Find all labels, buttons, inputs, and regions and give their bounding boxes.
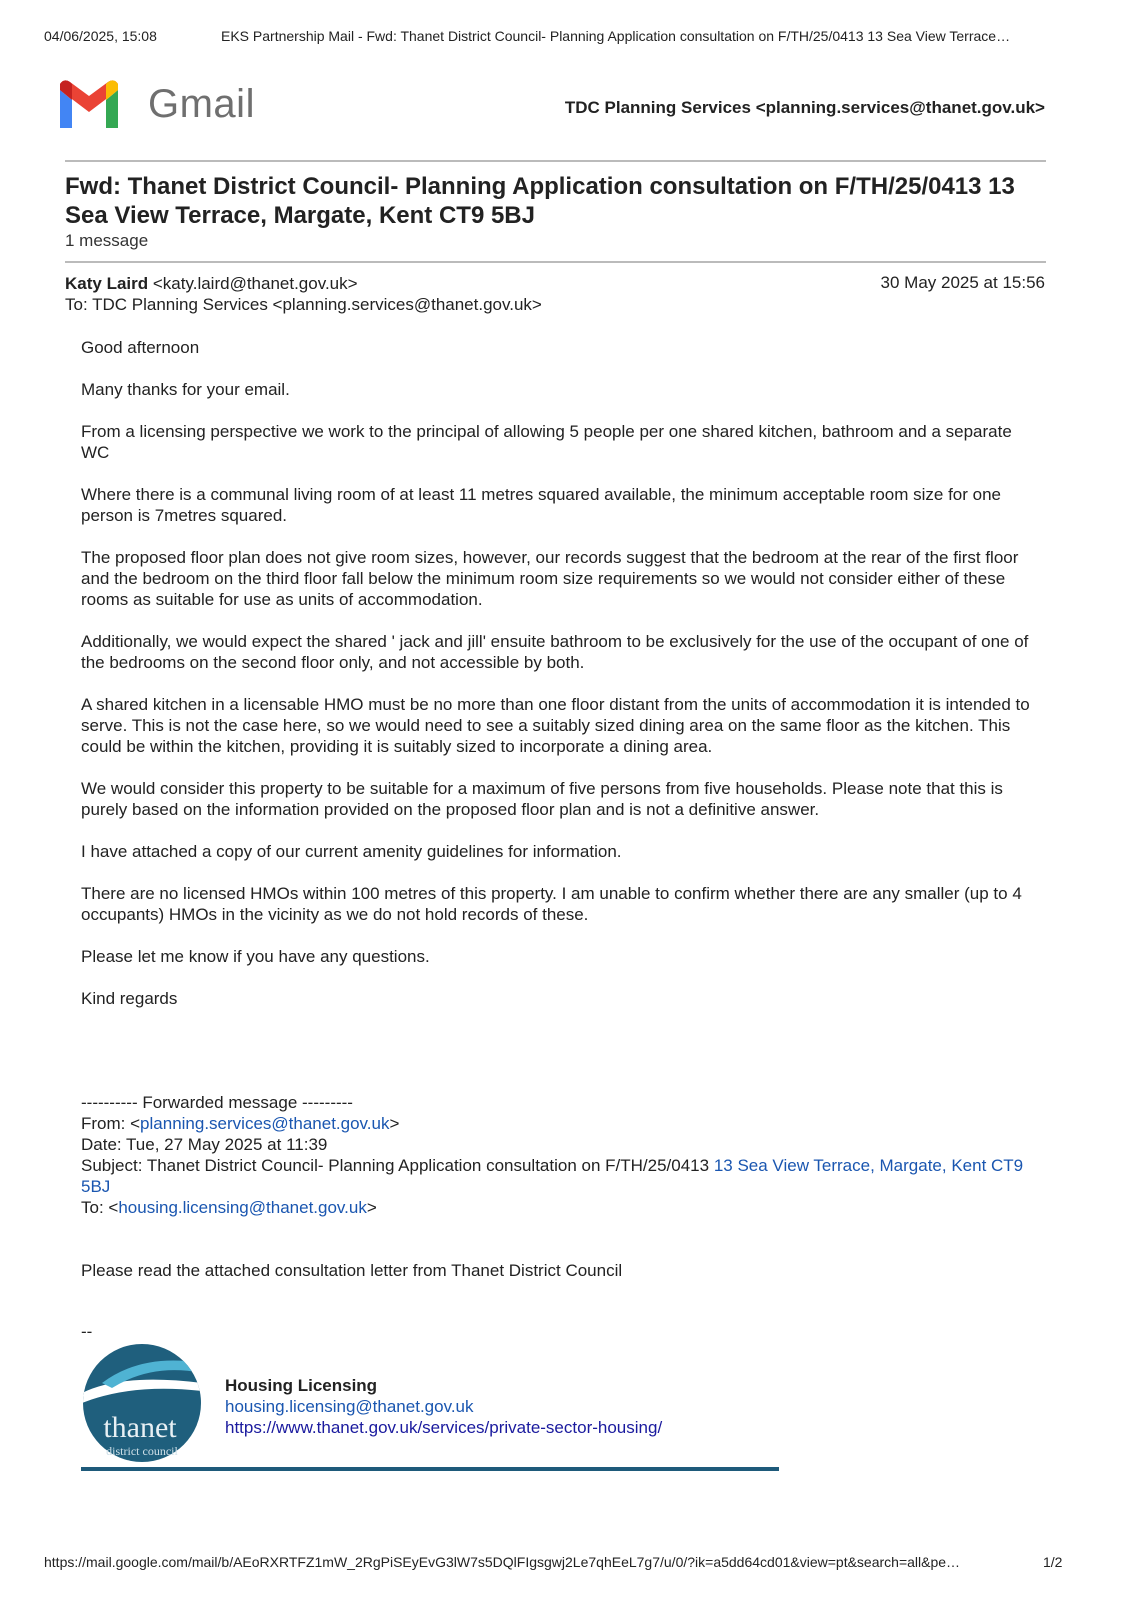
body-paragraph: Additionally, we would expect the shared ' jack and jill' ensuite bathroom to be exclusively for the use of the occupant of one of the bedrooms on the second floor only, and not accessible by both. — [81, 632, 1029, 672]
message-date: 30 May 2025 at 15:56 — [880, 273, 1045, 292]
body-paragraph: Kind regards — [81, 989, 178, 1008]
logo-text: thanet — [103, 1411, 177, 1444]
message-count: 1 message — [65, 231, 149, 250]
body-paragraph: Good afternoon — [81, 338, 200, 357]
signature-dashes: -- — [81, 1322, 93, 1341]
thread-subject: Fwd: Thanet District Council- Planning Application consultation on F/TH/25/0413 13 Sea View Terrace, Margate, Kent CT9 5BJ — [65, 173, 1015, 229]
sender-email: <katy.laird@thanet.gov.uk> — [152, 274, 358, 293]
to-end: > — [366, 1198, 377, 1217]
body-paragraph: Where there is a communal living room of at least 11 metres squared available, the minimum acceptable room size for one person is 7metres squared. — [81, 485, 1002, 525]
forwarded-message — [81, 1092, 1041, 1281]
to-email-link[interactable]: housing.licensing@thanet.gov.uk — [118, 1198, 367, 1217]
body-paragraph: The proposed floor plan does not give room sizes, however, our records suggest that the bedroom at the rear of the first floor and the bedroom on the third floor fall below the minimum room size requirements so we would not consider either of these rooms as suitable for use as units of accommodation. — [81, 548, 1019, 609]
account-identity: TDC Planning Services <planning.services@thanet.gov.uk> — [564, 98, 1045, 117]
print-title: EKS Partnership Mail - Fwd: Thanet District Council- Planning Application consultation on F/TH/25/0413 13 Sea View Terrace… — [221, 28, 1011, 44]
logo-subtext: district council — [106, 1444, 178, 1458]
body-paragraph: A shared kitchen in a licensable HMO must be no more than one floor distant from the units of accommodation it is intended to serve. This is not the case here, so we would need to see a suitably sized dining area on the same floor as the kitchen. This could be within the kitchen, providing it is suitably sized to incorporate a dining area. — [81, 695, 1030, 756]
body-paragraph: From a licensing perspective we work to the principal of allowing 5 people per one shared kitchen, bathroom and a separate WC — [81, 422, 1012, 462]
subject-label: Subject: Thanet District Council- Planning Application consultation on F/TH/25/0413 — [81, 1156, 714, 1175]
body-paragraph: There are no licensed HMOs within 100 metres of this property. I am unable to confirm whether there are any smaller (up to 4 occupants) HMOs in the vicinity as we do not hold records of these. — [81, 884, 1022, 924]
gmail-logo — [56, 76, 255, 132]
forwarded-date: Date: Tue, 27 May 2025 at 11:39 — [81, 1135, 328, 1154]
from-end: > — [389, 1114, 400, 1133]
divider — [65, 160, 1046, 162]
signature-email-link[interactable]: housing.licensing@thanet.gov.uk — [225, 1397, 474, 1416]
gmail-m-icon — [56, 76, 122, 132]
message-header — [65, 273, 542, 315]
body-paragraph: I have attached a copy of our current amenity guidelines for information. — [81, 842, 622, 861]
from-email-link[interactable]: planning.services@thanet.gov.uk — [140, 1114, 390, 1133]
address-link[interactable]: 13 Sea View Terrace, Margate, Kent CT9 5BJ — [81, 1156, 1024, 1196]
divider — [65, 261, 1046, 263]
page-number: 1/2 — [1043, 1554, 1063, 1570]
gmail-wordmark: Gmail — [148, 81, 255, 126]
body-paragraph: Please let me know if you have any questions. — [81, 947, 430, 966]
thanet-council-logo — [82, 1343, 202, 1463]
signature-details — [225, 1375, 662, 1438]
from-label: From: < — [81, 1114, 141, 1133]
forwarded-body: Please read the attached consultation letter from Thanet District Council — [81, 1261, 623, 1280]
recipient: To: TDC Planning Services <planning.services@thanet.gov.uk> — [65, 295, 542, 314]
message-body — [81, 337, 1041, 1030]
forwarded-divider: ---------- Forwarded message --------- — [81, 1093, 353, 1112]
body-paragraph: Many thanks for your email. — [81, 380, 290, 399]
to-label: To: < — [81, 1198, 119, 1217]
signature-bar — [81, 1467, 779, 1471]
print-url: https://mail.google.com/mail/b/AEoRXRTFZ1mW_2RgPiSEyEvG3lW7s5DQlFIgsgwj2Le7qhEeL7g7/u/0/?ik=a5dd64cd01&view=pt&search=all&pe… — [44, 1554, 961, 1570]
signature-team: Housing Licensing — [225, 1376, 378, 1395]
sender-name: Katy Laird — [65, 274, 149, 293]
signature-url-link[interactable]: https://www.thanet.gov.uk/services/private-sector-housing/ — [225, 1418, 663, 1437]
signature — [81, 1322, 92, 1342]
print-datetime: 04/06/2025, 15:08 — [44, 28, 157, 44]
body-paragraph: We would consider this property to be suitable for a maximum of five persons from five households. Please note that this is purely based on the information provided on the proposed floor plan and is not a definitive answer. — [81, 779, 1003, 819]
